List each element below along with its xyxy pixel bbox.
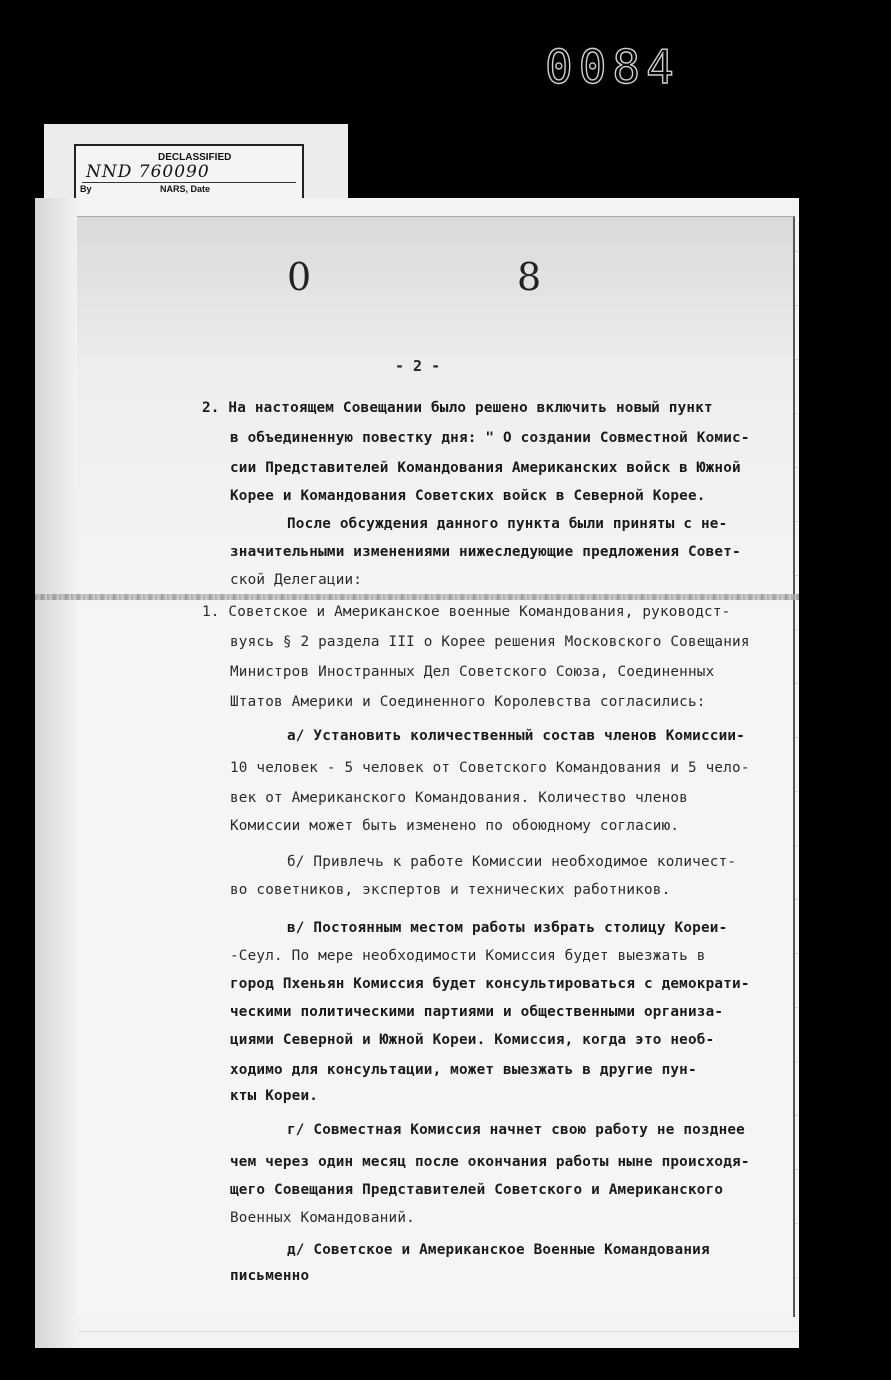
body-line: во советников, экспертов и технических работников. bbox=[230, 882, 671, 898]
body-line: -Сеул. По мере необходимости Комиссия будет выезжать в bbox=[230, 948, 706, 964]
body-line: город Пхеньян Комиссия будет консультироваться с демократи- bbox=[230, 976, 750, 992]
body-line: в/ Постоянным местом работы избрать столицу Кореи- bbox=[287, 920, 728, 936]
body-line: сии Представителей Командования Американских войск в Южной bbox=[230, 460, 741, 476]
declassification-authority: NND 760090 bbox=[86, 162, 210, 182]
page-shadow bbox=[35, 198, 79, 1348]
body-line: д/ Советское и Американское Военные Командования bbox=[287, 1242, 710, 1258]
body-line: 1. Советское и Американское военные Командования, руководст- bbox=[202, 604, 731, 620]
body-line: щего Совещания Представителей Советского и Американского bbox=[230, 1182, 724, 1198]
body-line: ческими политическими партиями и общественными организа- bbox=[230, 1004, 724, 1020]
body-line: вуясь § 2 раздела III о Корее решения Московского Совещания bbox=[230, 634, 750, 650]
body-line: век от Американского Командования. Количество членов bbox=[230, 790, 688, 806]
page-number: - 2 - bbox=[395, 357, 441, 375]
body-line: 10 человек - 5 человек от Советского Командования и 5 чело- bbox=[230, 760, 750, 776]
stamp-divider bbox=[82, 182, 296, 183]
declassified-label: DECLASSIFIED bbox=[158, 152, 232, 163]
body-line: Комиссии может быть изменено по обоюдному согласию. bbox=[230, 818, 680, 834]
page-mark-left: 0 bbox=[287, 255, 312, 299]
body-line: Военных Командований. bbox=[230, 1210, 415, 1226]
body-line: циями Северной и Южной Кореи. Комиссия, когда это необ- bbox=[230, 1032, 715, 1048]
body-line: в объединенную повестку дня: " О создании Совместной Комис- bbox=[230, 430, 750, 446]
scan-streak bbox=[35, 594, 799, 600]
body-line: 2. На настоящем Совещании было решено включить новый пункт bbox=[202, 400, 713, 416]
body-line: чем через один месяц после окончания работы ныне происходя- bbox=[230, 1154, 750, 1170]
body-line: письменно bbox=[230, 1268, 310, 1284]
body-line: ской Делегации: bbox=[230, 572, 363, 588]
frame-number: 0084 bbox=[545, 40, 680, 94]
body-line: Министров Иностранных Дел Советского Союза, Соединенных bbox=[230, 664, 715, 680]
body-line: ходимо для консультации, может выезжать в другие пун- bbox=[230, 1062, 697, 1078]
body-line: После обсуждения данного пункта были приняты с не- bbox=[287, 516, 728, 532]
body-line: Корее и Командования Советских войск в Северной Корее. bbox=[230, 488, 706, 504]
nars-date-label: NARS, Date bbox=[160, 184, 211, 194]
body-line: значительными изменениями нижеследующие предложения Совет- bbox=[230, 544, 741, 560]
document-page bbox=[35, 198, 799, 1348]
body-line: кты Кореи. bbox=[230, 1088, 319, 1104]
declassification-slip bbox=[44, 124, 348, 200]
page-mark-right: 8 bbox=[517, 255, 542, 299]
body-line: б/ Привлечь к работе Комиссии необходимое количест- bbox=[287, 854, 737, 870]
declassification-stamp bbox=[74, 144, 304, 200]
body-line: г/ Совместная Комиссия начнет свою работу не позднее bbox=[287, 1122, 745, 1138]
body-line: а/ Установить количественный состав членов Комиссии- bbox=[287, 728, 745, 744]
body-line: Штатов Америки и Соединенного Королевства согласились: bbox=[230, 694, 706, 710]
by-label: By bbox=[80, 184, 92, 194]
